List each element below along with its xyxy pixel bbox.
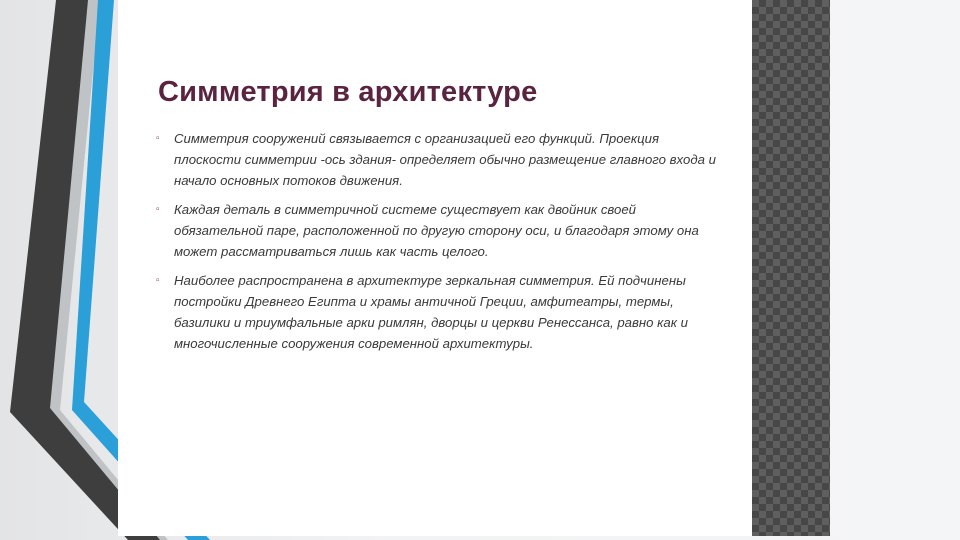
bullet-item	[156, 270, 716, 354]
slide-title: Симметрия в архитектуре	[158, 76, 538, 108]
bullet-text: Каждая деталь в симметричной системе существует как двойник своей обязательной паре, расположенной по другую сторону оси, и благодаря этому она может рассматриваться лишь как часть целого.	[174, 202, 699, 259]
bullet-marker-icon: ▫	[156, 204, 160, 215]
bullet-item	[156, 128, 716, 191]
bullet-text: Наиболее распространена в архитектуре зеркальная симметрия. Ей подчинены постройки Древнего Египта и храмы античной Греции, амфитеатры, термы, базилики и триумфальные арки римлян, дворцы и церкви Ренессанса, равно как и многочисленные сооружения современной архитектуры.	[174, 273, 688, 351]
bullet-marker-icon: ▫	[156, 133, 160, 144]
bullet-marker-icon: ▫	[156, 275, 160, 286]
bullet-list	[156, 128, 716, 362]
diamond-pattern-strip	[752, 0, 830, 536]
bullet-item	[156, 199, 716, 262]
bullet-text: Симметрия сооружений связывается с организацией его функций. Проекция плоскости симметрии -ось здания- определяет обычно размещение главного входа и начало основных потоков движения.	[174, 131, 716, 188]
